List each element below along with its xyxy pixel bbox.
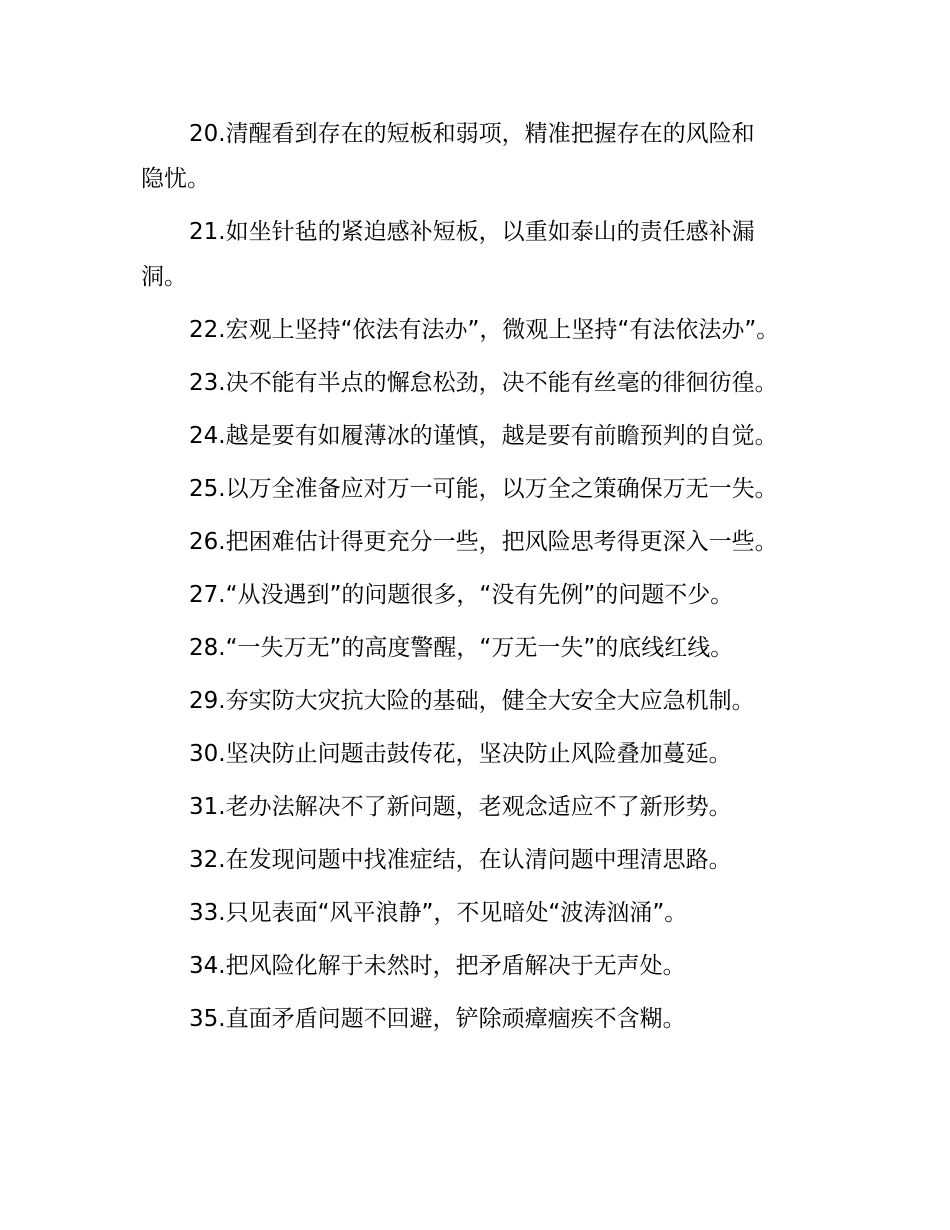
text-line: 32.在发现问题中找准症结，在认清问题中理清思路。 xyxy=(189,847,732,873)
list-item-33 xyxy=(141,891,821,936)
text-line: 隐忧。 xyxy=(141,166,210,192)
text-line: 30.坚决防止问题击鼓传花，坚决防止风险叠加蔓延。 xyxy=(189,741,732,767)
text-line: 29.夯实防大灾抗大险的基础，健全大安全大应急机制。 xyxy=(189,688,755,714)
list-item-35 xyxy=(141,997,821,1042)
list-item-30 xyxy=(141,732,821,777)
text-line: 33.只见表面“风平浪静”，不见暗处“波涛汹涌”。 xyxy=(189,900,688,926)
list-item-31 xyxy=(141,785,821,830)
text-line: 34.把风险化解于未然时，把矛盾解决于无声处。 xyxy=(189,953,686,979)
list-item-26 xyxy=(141,520,821,565)
list-item-27 xyxy=(141,573,821,618)
text-line: 24.越是要有如履薄冰的谨慎，越是要有前瞻预判的自觉。 xyxy=(189,423,778,449)
text-line: 25.以万全准备应对万一可能，以万全之策确保万无一失。 xyxy=(189,476,778,502)
text-line: 35.直面矛盾问题不回避，铲除顽瘴痼疾不含糊。 xyxy=(189,1006,686,1032)
list-item-22 xyxy=(141,308,821,353)
list-item-20 xyxy=(141,112,821,202)
text-line: 22.宏观上坚持“依法有法办”，微观上坚持“有法依法办”。 xyxy=(189,317,780,343)
list-item-29 xyxy=(141,679,821,724)
text-line: 洞。 xyxy=(141,264,187,290)
document-body xyxy=(141,112,821,1050)
list-item-24 xyxy=(141,414,821,459)
list-item-21 xyxy=(141,210,821,300)
text-line: 27.“从没遇到”的问题很多，“没有先例”的问题不少。 xyxy=(189,582,734,608)
text-line: 23.决不能有半点的懈怠松劲，决不能有丝毫的徘徊彷徨。 xyxy=(189,370,778,396)
text-line: 31.老办法解决不了新问题，老观念适应不了新形势。 xyxy=(189,794,732,820)
text-line: 28.“一失万无”的高度警醒，“万无一失”的底线红线。 xyxy=(189,635,734,661)
list-item-32 xyxy=(141,838,821,883)
list-item-28 xyxy=(141,626,821,671)
text-line: 26.把困难估计得更充分一些，把风险思考得更深入一些。 xyxy=(189,529,778,555)
list-item-23 xyxy=(141,361,821,406)
text-line: 21.如坐针毡的紧迫感补短板，以重如泰山的责任感补漏 xyxy=(189,219,755,245)
list-item-34 xyxy=(141,944,821,989)
list-item-25 xyxy=(141,467,821,512)
text-line: 20.清醒看到存在的短板和弱项，精准把握存在的风险和 xyxy=(189,121,755,147)
